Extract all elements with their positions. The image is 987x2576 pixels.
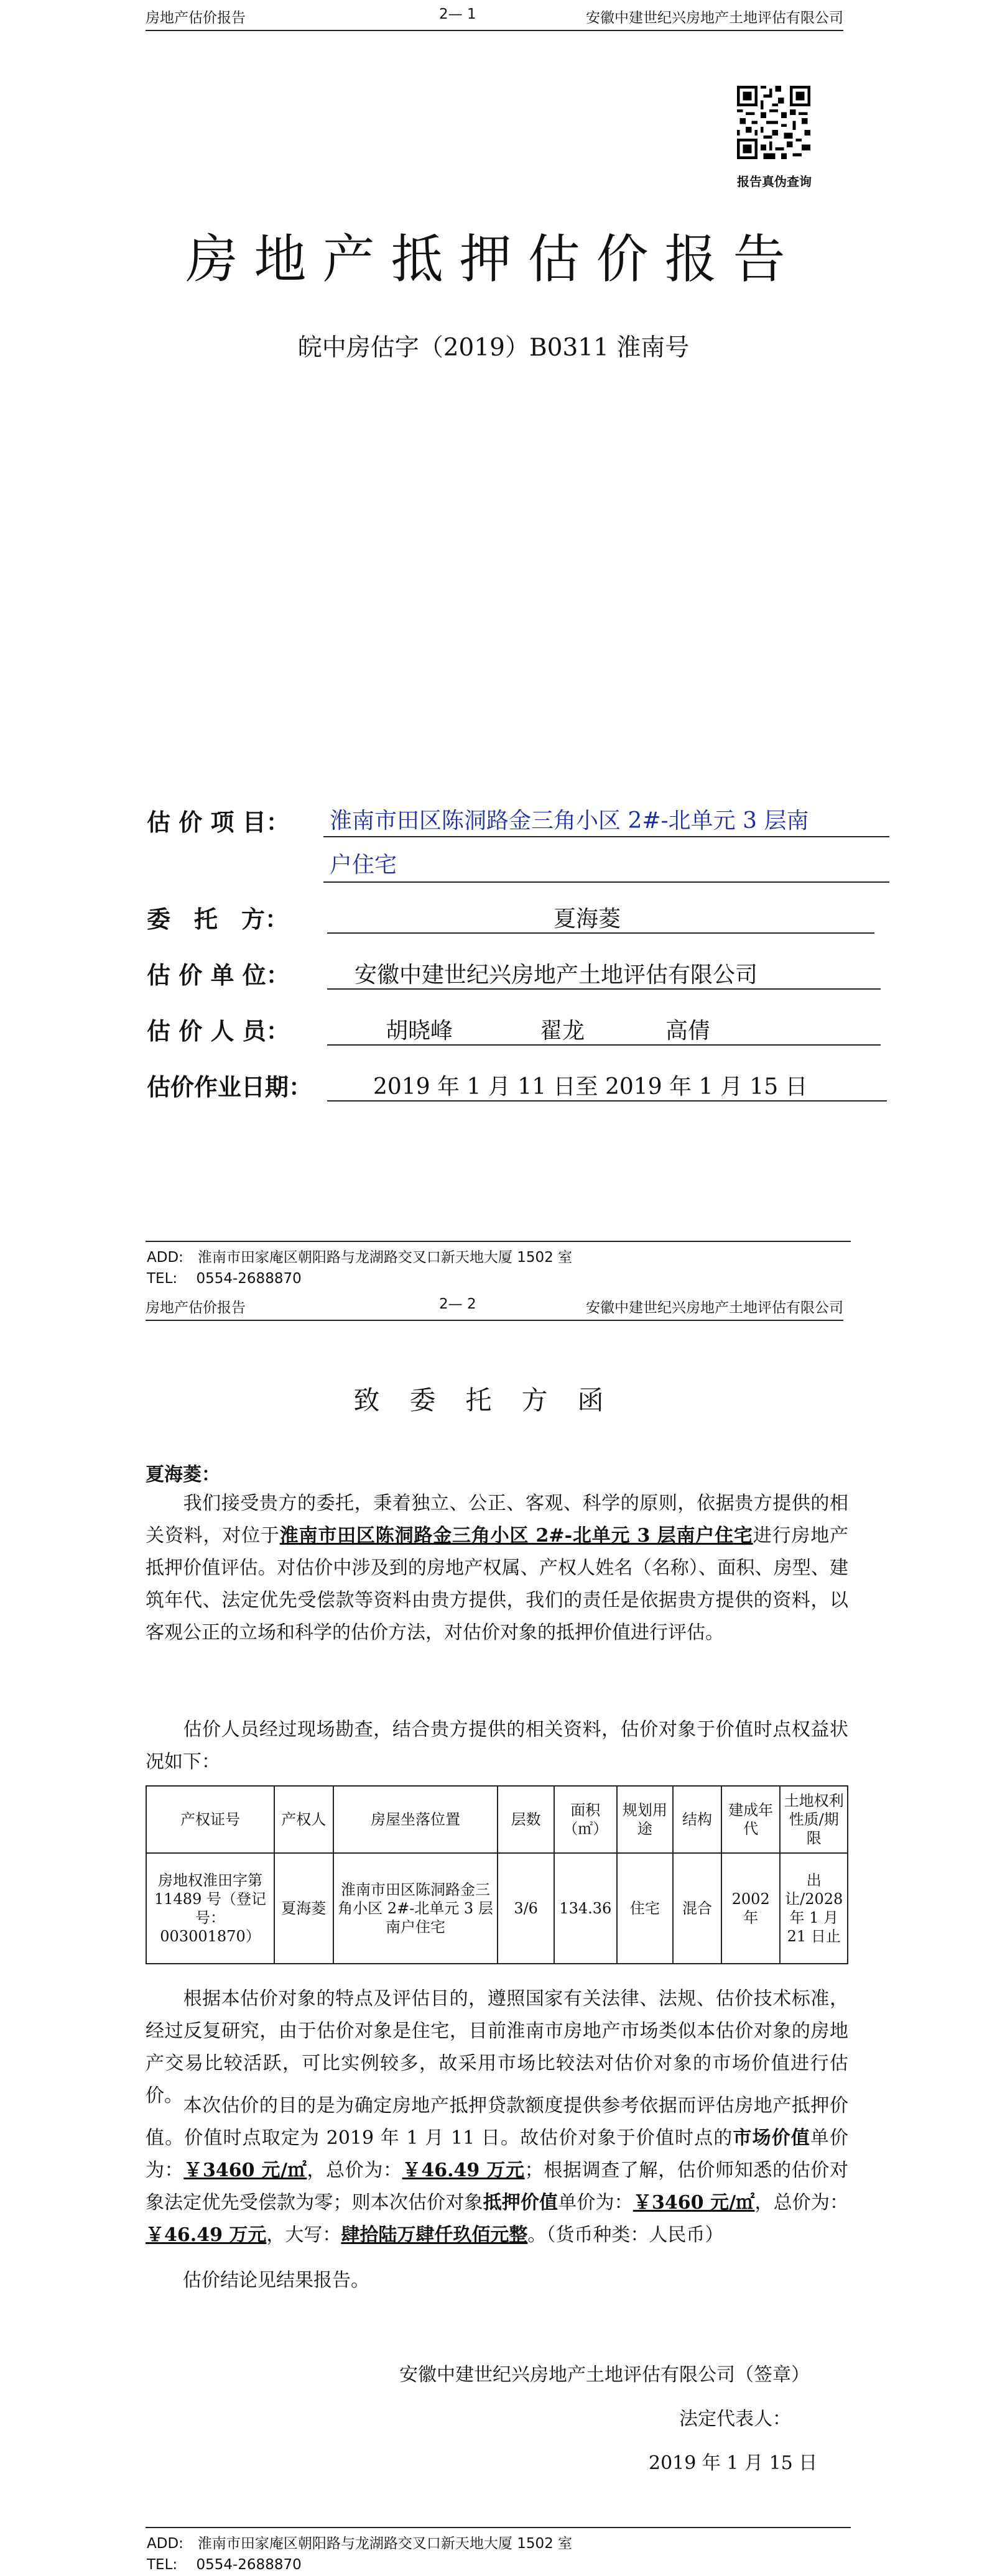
- column-header: 面积（㎡）: [554, 1786, 617, 1853]
- signing-company: 安徽中建世纪兴房地产土地评估有限公司（签章）: [399, 2364, 810, 2386]
- document-number: 皖中房估字（2019）B0311 淮南号: [297, 334, 690, 362]
- qr-caption: 报告真伪查询: [737, 174, 812, 189]
- paragraph-text: ，总价为：: [754, 2192, 849, 2214]
- paragraph-text: 进行房地产抵押价值评估。对估价中涉及到的房地产权属、产权人姓名（名称）、面积、房型、建筑年代、法定优先受偿款等资料由贵方提供，我们的责任是依据贵方提供的资料，以客观公正的立场和科学的估价方法，对估价对象的抵押价值进行评估。: [146, 1525, 849, 1644]
- column-header: 土地权利性质/期限: [780, 1786, 848, 1853]
- salutation: 夏海菱：: [146, 1464, 220, 1486]
- table-cell: 夏海菱: [274, 1853, 333, 1964]
- header-left-text: 房地产估价报告: [146, 1300, 246, 1316]
- page-footer: [146, 2527, 851, 2573]
- paragraph-2: [146, 1714, 848, 1778]
- table-cell: 淮南市田区陈洞路金三角小区 2#-北单元 3 层南户住宅: [333, 1853, 498, 1964]
- table-cell: 出让/2028 年 1 月 21 日止: [780, 1853, 848, 1964]
- amount-in-words: 肆拾陆万肆仟玖佰元整: [341, 2224, 528, 2246]
- work-date-label: 估价作业日期：: [147, 1074, 313, 1101]
- column-header: 产权人: [274, 1786, 333, 1853]
- paragraph-text: 。（货币种类：人民币）: [527, 2224, 724, 2246]
- work-date-value: 2019 年 1 月 11 日至 2019 年 1 月 15 日: [373, 1074, 808, 1100]
- paragraph-5: [146, 2265, 848, 2297]
- paragraph-4: [146, 2090, 848, 2252]
- signing-date: 2019 年 1 月 15 日: [649, 2452, 818, 2474]
- project-label: 估 价 项 目：: [147, 809, 290, 836]
- paragraph-text: 我们接受贵方的委托，秉着独立、公正、客观、科学的原则，依据贵方提供的相关资料，对位于: [146, 1493, 848, 1547]
- table-cell: 134.36: [554, 1853, 617, 1964]
- table-row: [146, 1853, 848, 1964]
- column-header: 结构: [673, 1786, 721, 1853]
- underline: [323, 836, 889, 837]
- report-title: 房地产抵押估价报告: [185, 230, 802, 288]
- mortgage-unit-price: ￥3460 元/㎡: [633, 2192, 755, 2214]
- table-cell: 2002 年: [721, 1853, 781, 1964]
- paragraph-text: ，大写：: [266, 2224, 341, 2246]
- underline: [327, 932, 874, 934]
- paragraph-text: 估价结论见结果报告。: [183, 2270, 369, 2291]
- appraisers-label: 估 价 人 员：: [147, 1018, 290, 1045]
- footer-address: ADD: 淮南市田家庵区朝阳路与龙湖路交叉口新天地大厦 1502 室: [147, 2536, 573, 2552]
- property-address: 淮南市田区陈洞路金三角小区 2#-北单元 3 层南户住宅: [279, 1525, 753, 1547]
- page-footer: [146, 1241, 851, 1287]
- header-page-number: 2— 1: [439, 6, 476, 22]
- letter-title: 致委托方函: [353, 1385, 634, 1415]
- paragraph-text: ；根据调查了解，估价师知悉的估价对象法定优先受偿款为零；则本次估价对象: [146, 2160, 849, 2214]
- column-header: 房屋坐落位置: [333, 1786, 498, 1853]
- letter-page: [0, 1290, 987, 2576]
- table-cell: 房地权淮田字第 11489 号（登记号：003001870）: [146, 1853, 274, 1964]
- column-header: 建成年代: [721, 1786, 781, 1853]
- footer-address: ADD: 淮南市田家庵区朝阳路与龙湖路交叉口新天地大厦 1502 室: [147, 1249, 573, 1266]
- header-company-name: 安徽中建世纪兴房地产土地评估有限公司: [586, 10, 843, 26]
- running-header: [146, 1290, 843, 1321]
- header-company-name: 安徽中建世纪兴房地产土地评估有限公司: [586, 1300, 843, 1316]
- column-header: 产权证号: [146, 1786, 274, 1853]
- underline: [323, 881, 889, 883]
- project-value-line2: 户住宅: [330, 852, 397, 878]
- table-cell: 住宅: [617, 1853, 673, 1964]
- paragraph-text: 本次估价的目的是为确定房地产抵押贷款额度提供参考依据而评估房地产抵押价值。价值时点取定为 2019 年 1 月 11 日。故估价对象于价值时点的: [146, 2095, 848, 2149]
- appraisal-unit-label: 估 价 单 位：: [147, 962, 290, 989]
- paragraph-text: 估价人员经过现场勘查，结合贵方提供的相关资料，估价对象于价值时点权益状况如下：: [146, 1719, 848, 1773]
- column-header: 层数: [498, 1786, 554, 1853]
- table-header-row: [146, 1786, 848, 1853]
- market-unit-price: ￥3460 元/㎡: [183, 2160, 307, 2181]
- footer-tel: TEL: 0554-2688870: [147, 2557, 302, 2573]
- appraiser-name: 高倩: [665, 1018, 711, 1044]
- appraiser-name: 翟龙: [540, 1018, 585, 1044]
- appraiser-name: 胡晓峰: [386, 1018, 453, 1044]
- table-cell: 混合: [673, 1853, 721, 1964]
- market-total-price: ￥46.49 万元: [402, 2160, 525, 2181]
- header-left-text: 房地产估价报告: [146, 10, 246, 26]
- mortgage-total-price: ￥46.49 万元: [146, 2224, 267, 2246]
- column-header: 规划用途: [617, 1786, 673, 1853]
- underline: [327, 988, 881, 990]
- paragraph-text: ，总价为：: [307, 2160, 402, 2181]
- paragraph-1: [146, 1488, 848, 1649]
- footer-tel: TEL: 0554-2688870: [147, 1271, 302, 1287]
- paragraph-text: 单价为：: [146, 2127, 849, 2181]
- client-label: 委 托 方：: [147, 906, 289, 933]
- running-header: [146, 0, 843, 31]
- underline: [327, 1044, 881, 1046]
- appraisal-unit-value: 安徽中建世纪兴房地产土地评估有限公司: [354, 962, 758, 988]
- header-page-number: 2— 2: [439, 1296, 476, 1312]
- paragraph-text: 根据本估价对象的特点及评估目的，遵照国家有关法律、法规、估价技术标准，经过反复研究，由于估价对象是住宅，目前淮南市房地产市场类似本估价对象的房地产交易比较活跃，可比实例较多，故采用市场比较法对估价对象的市场价值进行估价。: [146, 1988, 848, 2107]
- mortgage-value-label: 抵押价值: [483, 2192, 558, 2214]
- market-value-label: 市场价值: [733, 2127, 810, 2149]
- table-cell: 3/6: [498, 1853, 554, 1964]
- client-value: 夏海菱: [554, 906, 621, 932]
- paragraph-text: 单价为：: [558, 2192, 633, 2214]
- qr-code-icon[interactable]: [737, 86, 810, 159]
- project-value-line1: 淮南市田区陈洞路金三角小区 2#-北单元 3 层南: [330, 808, 809, 834]
- property-info-table: [146, 1785, 848, 1964]
- legal-representative: 法定代表人：: [679, 2408, 791, 2430]
- underline: [327, 1100, 887, 1102]
